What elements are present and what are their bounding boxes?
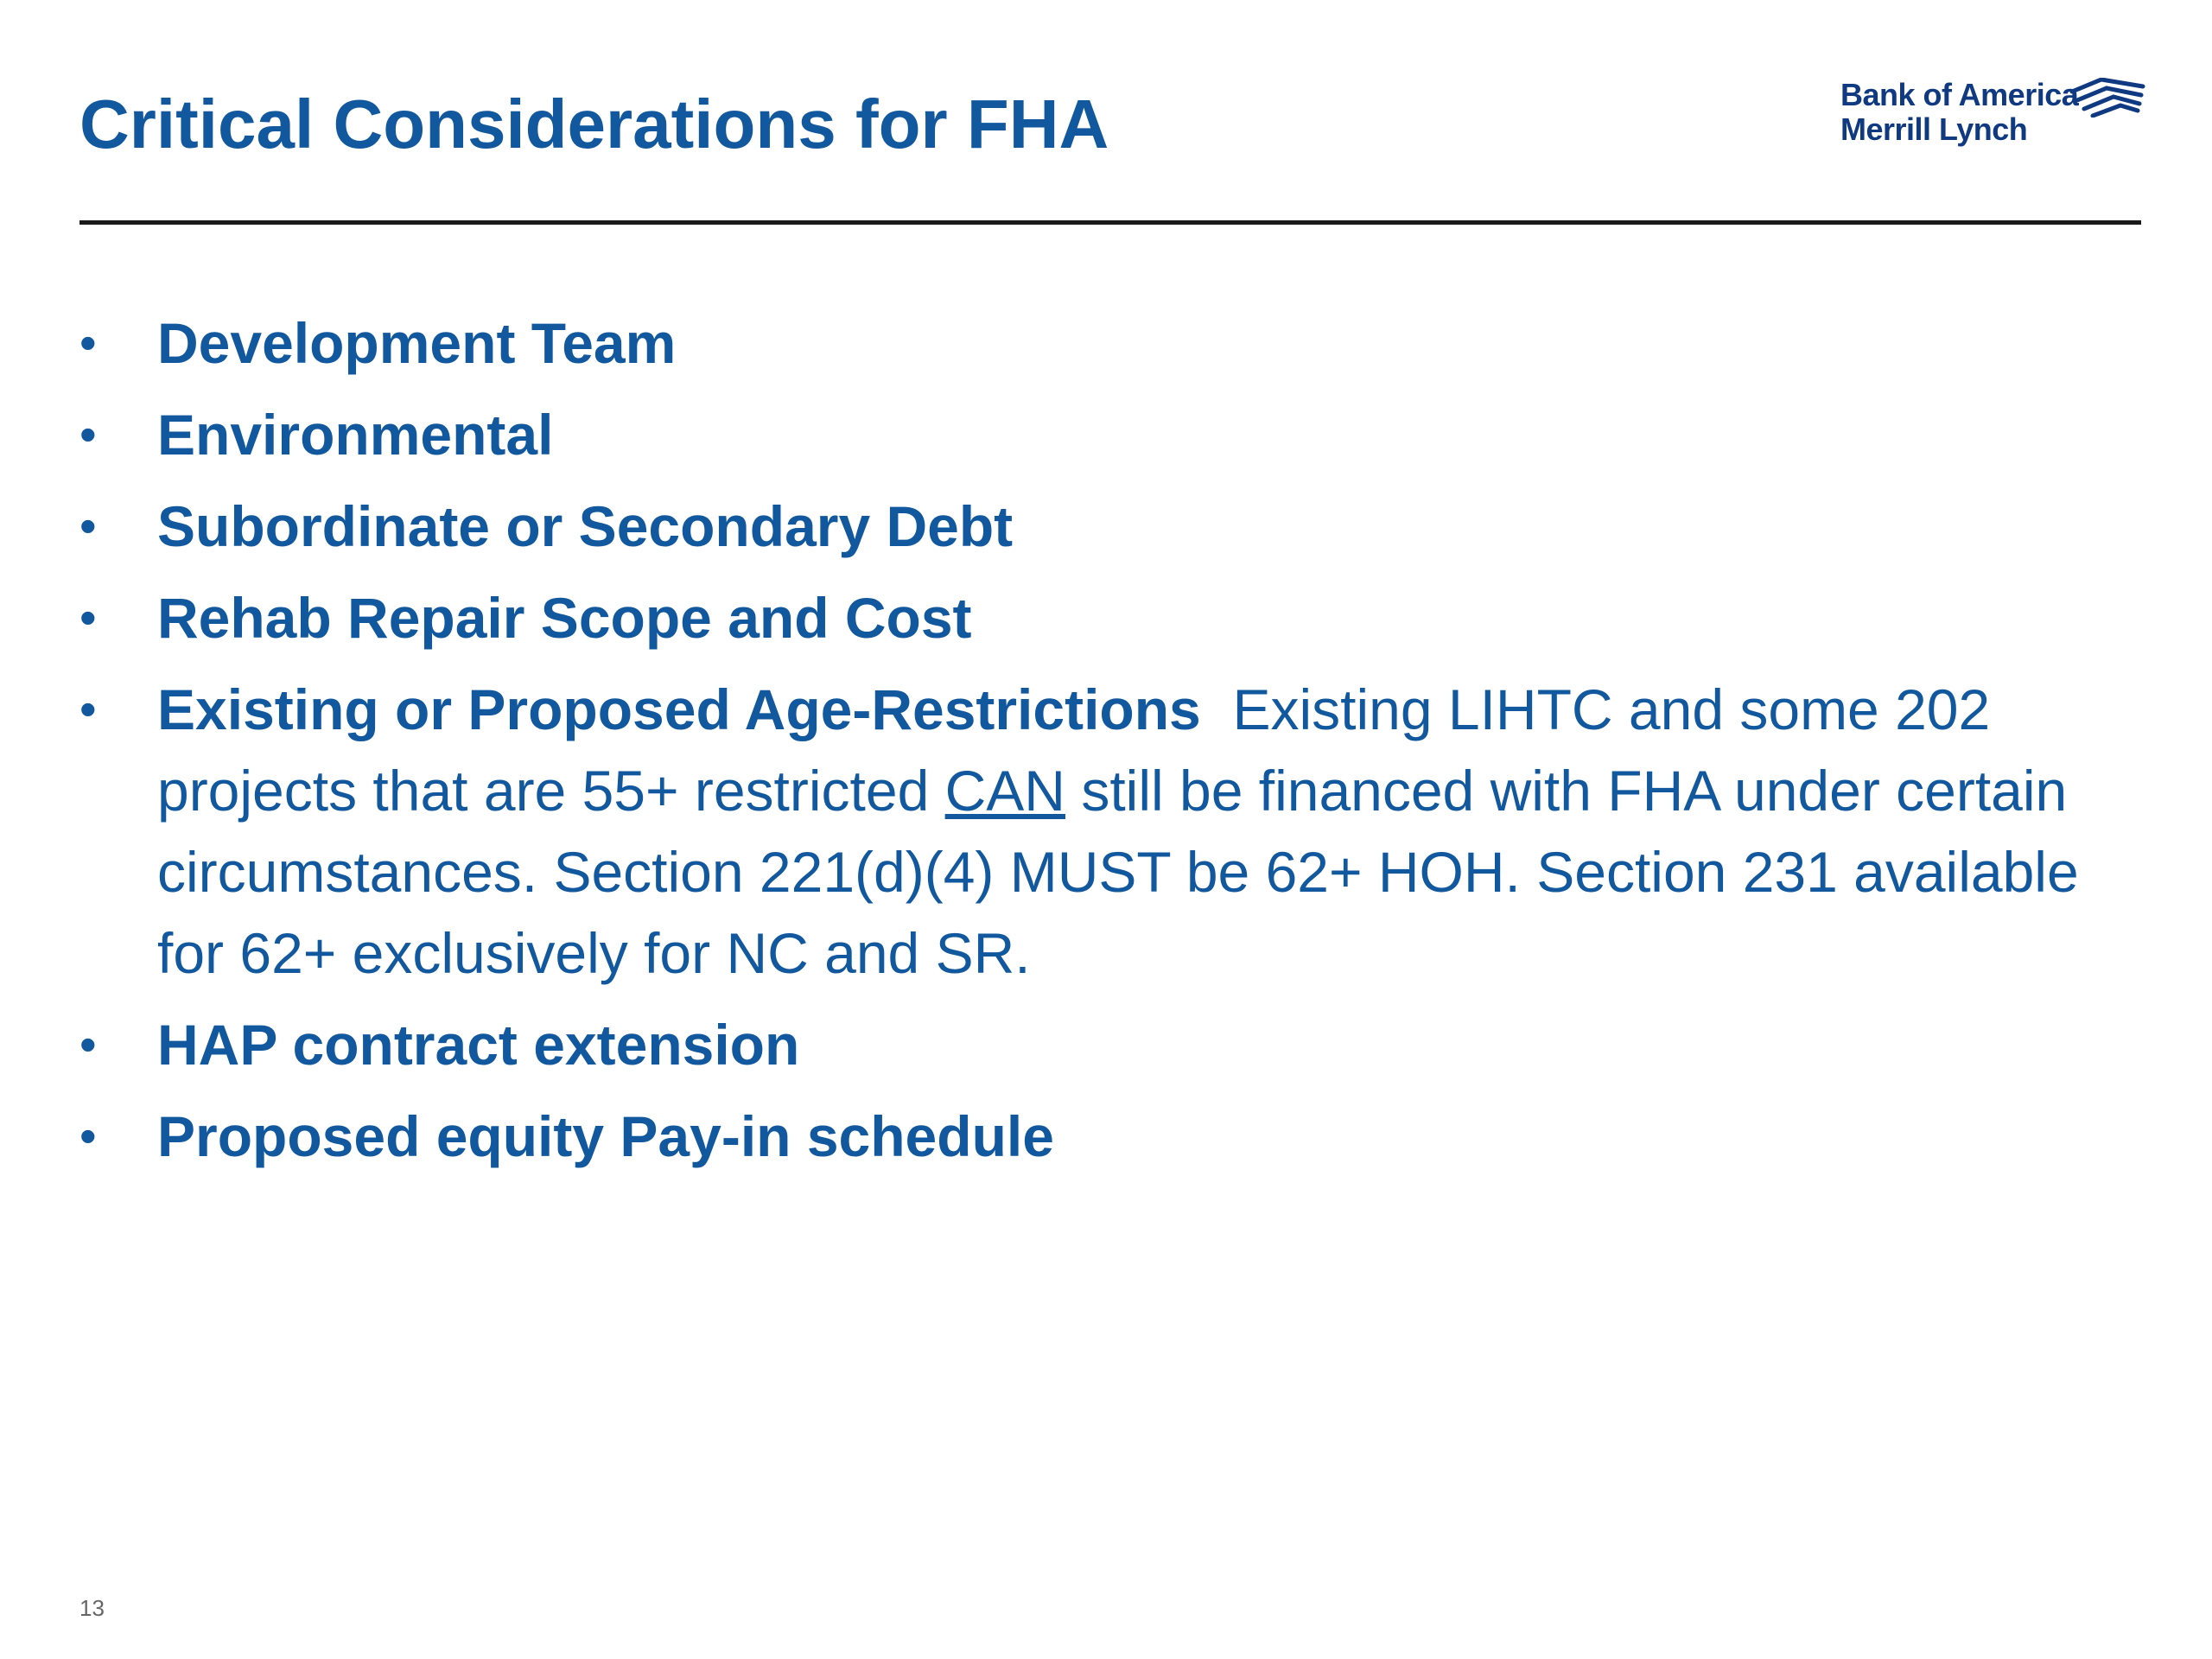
title-divider (79, 220, 2141, 225)
logo-line-2: Merrill Lynch (1840, 111, 2028, 147)
bullet-dot: • (79, 315, 97, 370)
bullet-dot: • (79, 1109, 97, 1163)
bullet-item (79, 486, 2153, 567)
bullet-item (79, 1096, 2153, 1177)
bullet-item (79, 394, 2153, 475)
logo-text (1840, 78, 2078, 147)
bullet-heading: Subordinate or Secondary Debt (157, 494, 1014, 558)
bullet-list (79, 302, 2153, 1187)
logo-line-1: Bank of America (1840, 77, 2079, 112)
bullet-item (79, 302, 2153, 384)
bullet-heading: Existing or Proposed Age-Restrictions (157, 677, 1201, 741)
bank-of-america-logo (1840, 78, 2152, 164)
bullet-item-age-restrictions (79, 669, 2153, 994)
bullet-body-before: Existing LIHTC and some 202 projects that are 55+ restricted (157, 677, 1991, 823)
bullet-heading: Proposed equity Pay-in schedule (157, 1104, 1054, 1168)
bullet-dot: • (79, 499, 97, 553)
bullet-heading: Rehab Repair Scope and Cost (157, 586, 972, 650)
bullet-heading: Development Team (157, 311, 677, 375)
bullet-body-after: still be financed with FHA under certain circumstances. Section 221(d)(4) MUST be 62+ HOH. Section 231 available for 62+ exclusively for NC and SR. (157, 759, 2079, 985)
bullet-item (79, 577, 2153, 658)
bullet-body-emphasis: CAN (944, 759, 1065, 823)
bullet-dot: • (79, 590, 97, 645)
bullet-heading: HAP contract extension (157, 1013, 800, 1077)
slide-title: Critical Considerations for FHA (79, 86, 1109, 162)
bullet-dot: • (79, 1017, 97, 1071)
bullet-dot: • (79, 682, 97, 736)
bank-of-america-flag-icon (2067, 78, 2146, 118)
bullet-dot: • (79, 407, 97, 461)
bullet-item (79, 1004, 2153, 1085)
page-number: 13 (79, 1595, 105, 1621)
bullet-heading: Environmental (157, 403, 554, 467)
